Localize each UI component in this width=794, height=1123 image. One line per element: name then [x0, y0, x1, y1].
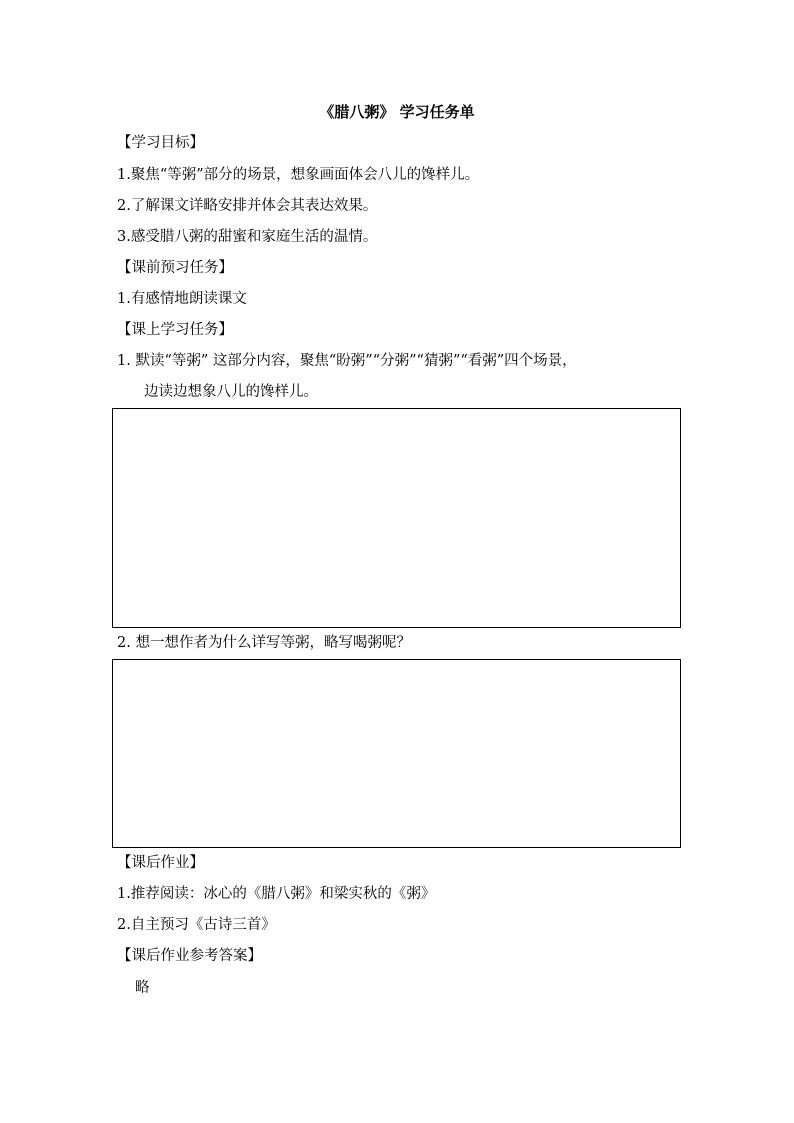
- homework-item: 2.自主预习《古诗三首》: [117, 917, 276, 933]
- preview-item: 1.有感情地朗读课文: [117, 291, 247, 307]
- answer-box-1[interactable]: [112, 408, 681, 628]
- homework-item: 1.推荐阅读：冰心的《腊八粥》和梁实秋的《粥》: [117, 886, 436, 902]
- goal-item: 3.感受腊八粥的甜蜜和家庭生活的温情。: [117, 229, 378, 245]
- answer-box-2[interactable]: [112, 659, 681, 848]
- goal-item: 1.聚焦“等粥”部分的场景，想象画面体会八儿的馋样儿。: [117, 167, 480, 183]
- homework-heading: 【课后作业】: [117, 855, 204, 871]
- preview-heading: 【课前预习任务】: [117, 260, 233, 276]
- class-tasks-heading: 【课上学习任务】: [117, 322, 233, 338]
- page-title: 《腊八粥》 学习任务单: [319, 103, 475, 121]
- task-1-line-1: 1. 默读“等粥” 这部分内容，聚焦“盼粥”“分粥”“猜粥”“看粥”四个场景，: [117, 353, 577, 369]
- answers-content: 略: [135, 980, 150, 996]
- goal-item: 2.了解课文详略安排并体会其表达效果。: [117, 198, 378, 214]
- task-2: 2. 想一想作者为什么详写等粥，略写喝粥呢？: [117, 635, 411, 651]
- answers-heading: 【课后作业参考答案】: [117, 948, 262, 964]
- goals-heading: 【学习目标】: [117, 135, 204, 151]
- task-1-line-2: 边读边想象八儿的馋样儿。: [144, 384, 318, 400]
